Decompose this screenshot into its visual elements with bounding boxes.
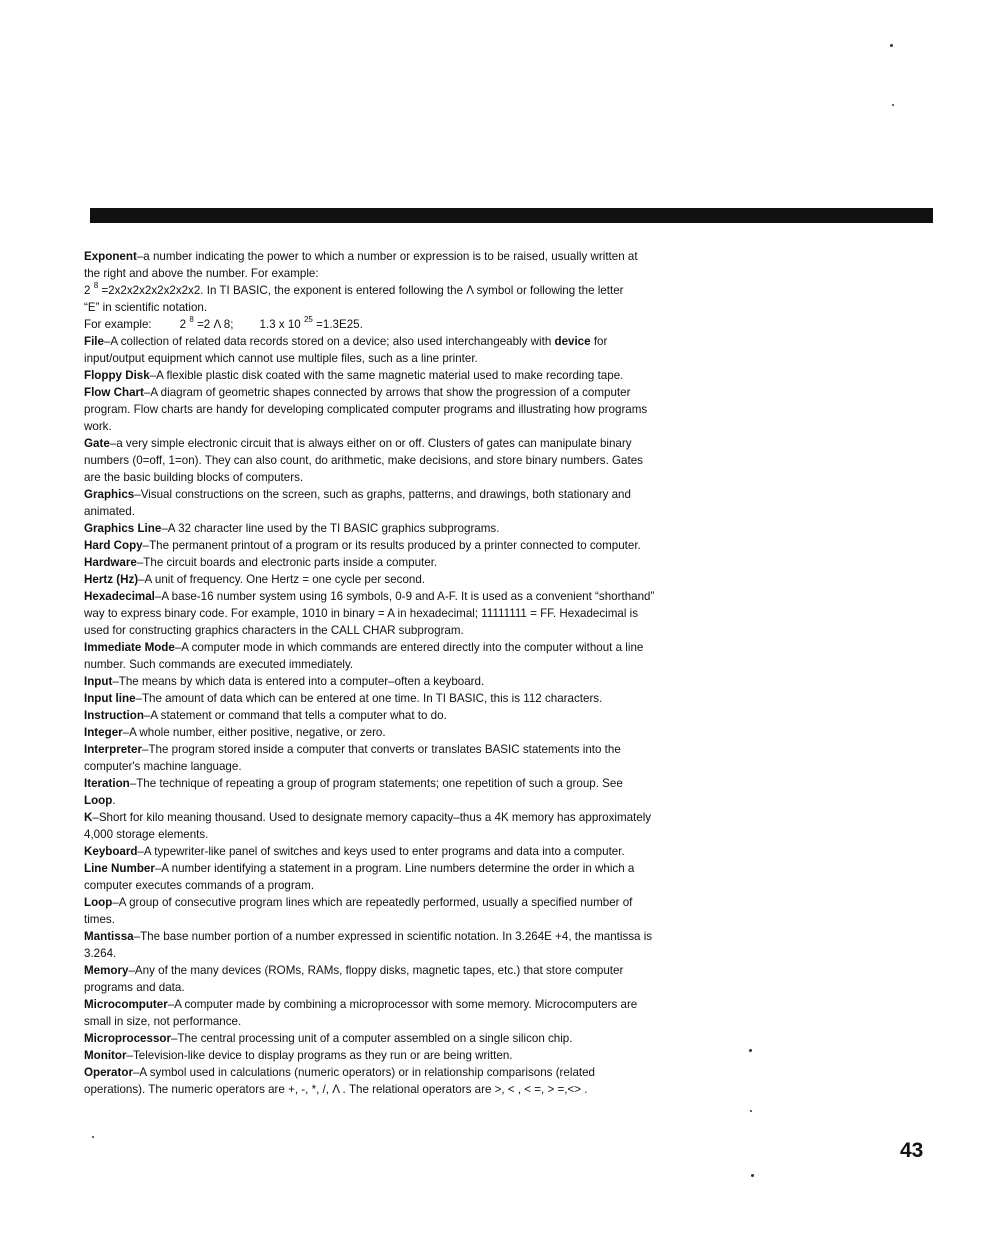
entry-term: File — [84, 335, 104, 348]
entry-term: Interpreter — [84, 743, 142, 756]
entry-definition: used for constructing graphics characters in the CALL CHAR subprogram. — [84, 624, 464, 637]
glossary-entry-monitor — [84, 1047, 752, 1064]
entry-definition: –A flexible plastic disk coated with the same magnetic material used to make recording tape. — [149, 369, 624, 382]
entry-cross-reference: device — [554, 335, 591, 348]
glossary-entry-hexadecimal — [84, 588, 752, 639]
glossary-entry-loop — [84, 894, 752, 928]
entry-definition: –a number indicating the power to which a number or expression is to be raised, usually written at — [136, 250, 638, 263]
entry-definition: programs and data. — [84, 981, 185, 994]
entry-definition: –The central processing unit of a computer assembled on a single silicon chip. — [170, 1032, 573, 1045]
glossary-entry-floppy-disk — [84, 367, 752, 384]
entry-definition: –Television-like device to display programs as they run or are being written. — [126, 1049, 513, 1062]
entry-definition: 4,000 storage elements. — [84, 828, 209, 841]
scan-speck — [892, 104, 894, 106]
example-expression: =2 Λ 8; — [197, 318, 234, 331]
entry-definition: –A base-16 number system using 16 symbols, 0-9 and A-F. It is used as a convenient “shorthand” — [154, 590, 655, 603]
glossary-entry-microcomputer — [84, 996, 752, 1030]
glossary-entry-interpreter — [84, 741, 752, 775]
entry-definition: the right and above the number. For example: — [84, 267, 319, 280]
glossary-entry-integer — [84, 724, 752, 741]
entry-term: Loop — [84, 896, 113, 909]
glossary-entry-gate — [84, 435, 752, 486]
entry-term: Memory — [84, 964, 129, 977]
glossary-entry-hertz — [84, 571, 752, 588]
glossary-entry-file — [84, 333, 752, 367]
entry-term: Input — [84, 675, 113, 688]
example-label: For example: — [84, 318, 152, 331]
entry-term: Input line — [84, 692, 136, 705]
entry-definition: –Short for kilo meaning thousand. Used to designate memory capacity–thus a 4K memory has approximately — [92, 811, 652, 824]
entry-definition: program. Flow charts are handy for developing complicated computer programs and illustrating how programs — [84, 403, 648, 416]
example-exponent: 8 — [189, 315, 194, 325]
entry-definition: numbers (0=off, 1=on). They can also count, do arithmetic, make decisions, and store binary numbers. Gates — [84, 454, 643, 467]
entry-definition: are the basic building blocks of computers. — [84, 471, 304, 484]
glossary-entry-keyboard — [84, 843, 752, 860]
entry-term: Graphics — [84, 488, 135, 501]
entry-definition: –The amount of data which can be entered at one time. In TI BASIC, this is 112 characters. — [135, 692, 603, 705]
entry-term: Hardware — [84, 556, 137, 569]
entry-definition: way to express binary code. For example, 1010 in binary = A in hexadecimal; 11111111 = FF. Hexadecimal is — [84, 607, 638, 620]
entry-definition: –A number identifying a statement in a program. Line numbers determine the order in which a — [154, 862, 635, 875]
example-expression: =1.3E25. — [316, 318, 363, 331]
example-exponent: 8 — [93, 281, 99, 291]
entry-term: Iteration — [84, 777, 130, 790]
entry-definition: –Visual constructions on the screen, such as graphs, patterns, and drawings, both stationary and — [134, 488, 631, 501]
entry-term: Monitor — [84, 1049, 127, 1062]
glossary-entry-hardware — [84, 554, 752, 571]
entry-definition: times. — [84, 913, 115, 926]
glossary-entry-instruction — [84, 707, 752, 724]
entry-term: Microcomputer — [84, 998, 168, 1011]
entry-definition: –A computer mode in which commands are entered directly into the computer without a line — [174, 641, 644, 654]
header-rule — [90, 208, 933, 223]
entry-term: K — [84, 811, 93, 824]
entry-definition: for — [590, 335, 608, 348]
entry-definition: 3.264. — [84, 947, 117, 960]
entry-term: Gate — [84, 437, 110, 450]
entry-definition: –The base number portion of a number expressed in scientific notation. In 3.264E +4, the mantissa is — [133, 930, 653, 943]
entry-definition: –A diagram of geometric shapes connected by arrows that show the progression of a computer — [143, 386, 631, 399]
entry-term: Hexadecimal — [84, 590, 155, 603]
entry-definition: “E” in scientific notation. — [84, 301, 208, 314]
entry-definition: animated. — [84, 505, 135, 518]
glossary-entry-line-number — [84, 860, 752, 894]
entry-term: Graphics Line — [84, 522, 162, 535]
example-base: 2 — [84, 284, 91, 297]
entry-definition: =2x2x2x2x2x2x2x2. In TI BASIC, the exponent is entered following the Λ symbol or following the letter — [101, 284, 624, 297]
entry-definition: number. Such commands are executed immediately. — [84, 658, 354, 671]
scan-speck — [890, 44, 893, 47]
glossary-entry-operator — [84, 1064, 752, 1098]
entry-definition: –The means by which data is entered into a computer–often a keyboard. — [112, 675, 485, 688]
entry-definition: work. — [84, 420, 112, 433]
entry-term: Keyboard — [84, 845, 138, 858]
glossary-entry-k — [84, 809, 752, 843]
entry-definition: –The circuit boards and electronic parts inside a computer. — [136, 556, 438, 569]
entry-term: Hertz (Hz) — [84, 573, 139, 586]
glossary-entry-input-line — [84, 690, 752, 707]
entry-term: Exponent — [84, 250, 137, 263]
scan-speck — [92, 1136, 94, 1138]
entry-term: Instruction — [84, 709, 144, 722]
glossary-entry-graphics-line — [84, 520, 752, 537]
entry-definition: –a very simple electronic circuit that is always either on or off. Clusters of gates can manipulate binary — [109, 437, 632, 450]
entry-definition: –A statement or command that tells a computer what to do. — [143, 709, 447, 722]
glossary-entry-input — [84, 673, 752, 690]
entry-term: Line Number — [84, 862, 155, 875]
entry-definition: –A computer made by combining a microprocessor with some memory. Microcomputers are — [167, 998, 638, 1011]
entry-definition: –A unit of frequency. One Hertz = one cycle per second. — [138, 573, 426, 586]
glossary-entry-microprocessor — [84, 1030, 752, 1047]
entry-definition: –A 32 character line used by the TI BASIC graphics subprograms. — [161, 522, 500, 535]
entry-definition: small in size, not performance. — [84, 1015, 242, 1028]
entry-term: Microprocessor — [84, 1032, 171, 1045]
example-expression: 1.3 x 10 — [259, 318, 301, 331]
entry-definition: –The permanent printout of a program or its results produced by a printer connected to computer. — [142, 539, 641, 552]
glossary-entry-exponent — [84, 248, 752, 333]
entry-term: Floppy Disk — [84, 369, 150, 382]
entry-term: Mantissa — [84, 930, 134, 943]
entry-term: Hard Copy — [84, 539, 143, 552]
entry-definition: –A whole number, either positive, negative, or zero. — [122, 726, 386, 739]
entry-definition: –A collection of related data records stored on a device; also used interchangeably with — [103, 335, 555, 348]
entry-term: Operator — [84, 1066, 133, 1079]
entry-definition: input/output equipment which cannot use multiple files, such as a line printer. — [84, 352, 478, 365]
example-exponent: 25 — [303, 315, 313, 325]
entry-term: Flow Chart — [84, 386, 144, 399]
glossary-entry-hard-copy — [84, 537, 752, 554]
entry-definition: . — [112, 794, 116, 807]
glossary-entry-flow-chart — [84, 384, 752, 435]
scan-speck — [751, 1174, 754, 1177]
entry-definition: computer executes commands of a program. — [84, 879, 315, 892]
glossary-entry-graphics — [84, 486, 752, 520]
entry-term: Immediate Mode — [84, 641, 175, 654]
entry-definition: computer's machine language. — [84, 760, 242, 773]
glossary-entry-mantissa — [84, 928, 752, 962]
scan-speck — [749, 1049, 752, 1052]
entry-definition: –A symbol used in calculations (numeric operators) or in relationship comparisons (related — [132, 1066, 596, 1079]
entry-term: Integer — [84, 726, 123, 739]
scan-speck — [750, 1110, 752, 1112]
example-base: 2 — [179, 318, 187, 331]
glossary-entry-iteration — [84, 775, 752, 809]
glossary — [84, 248, 752, 1098]
entry-definition: –The program stored inside a computer that converts or translates BASIC statements into the — [142, 743, 621, 756]
entry-definition: –Any of the many devices (ROMs, RAMs, floppy disks, magnetic tapes, etc.) that store computer — [128, 964, 624, 977]
entry-definition: –The technique of repeating a group of program statements; one repetition of such a group. See — [129, 777, 623, 790]
entry-cross-reference: Loop — [84, 794, 113, 807]
entry-definition: –A group of consecutive program lines which are repeatedly performed, usually a specified number of — [112, 896, 633, 909]
entry-definition: –A typewriter-like panel of switches and keys used to enter programs and data into a computer. — [137, 845, 625, 858]
glossary-entry-immediate-mode — [84, 639, 752, 673]
glossary-entry-memory — [84, 962, 752, 996]
page-number: 43 — [900, 1139, 924, 1162]
entry-definition: operations). The numeric operators are +, -, *, /, Λ . The relational operators are >, < , < =, > =,<> . — [84, 1083, 588, 1096]
